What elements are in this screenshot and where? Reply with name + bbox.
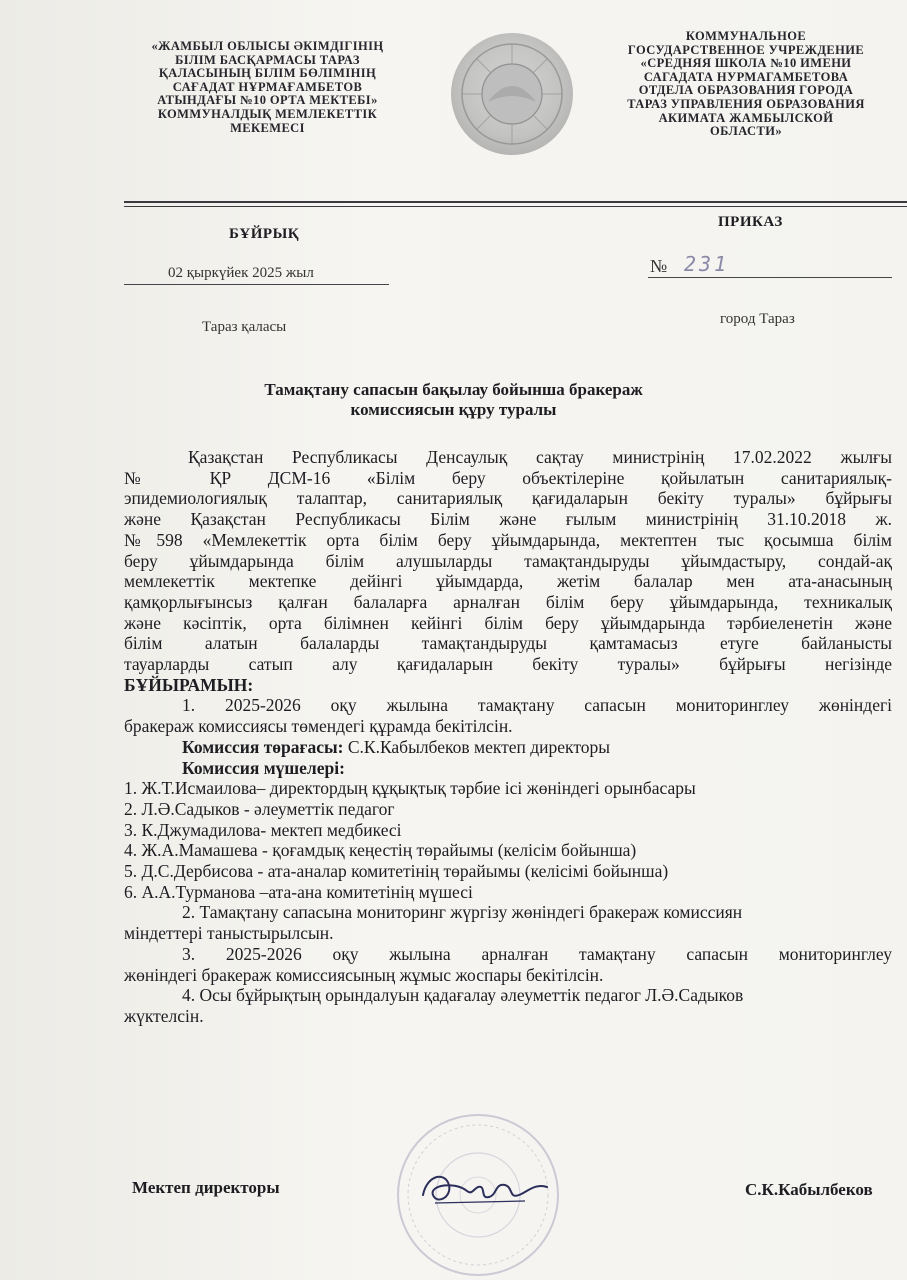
number-underline: [648, 277, 892, 278]
item-2-line: міндеттері таныстырылсын.: [124, 923, 334, 944]
item-3-line: 3. 2025-2026 оқу жылына арналған тамақтану сапасын мониторинглеу: [182, 943, 892, 964]
item-4-line: жүктелсін.: [124, 1005, 204, 1026]
header-kz-line: ҚАЛАСЫНЫҢ БІЛІМ БӨЛІМІНІҢ: [158, 66, 377, 81]
item-1-line: 1. 2025-2026 оқу жылына тамақтану сапасын мониторинглеу жөніндегі: [182, 695, 892, 716]
chair-value: С.К.Кабылбеков мектеп директоры: [343, 736, 611, 757]
title-line: комиссиясын құру туралы: [350, 400, 557, 419]
preamble-line: №598 «Мемлекеттік орта білім беру ұйымдарында, мектептен тыс қосымша білім: [124, 529, 892, 550]
preamble-line: және кәсіптік, орта білімнен кейінгі білім беру ұйымдарында тәрбиеленетін және: [124, 612, 892, 633]
item-3-line: жөніндегі бракераж комиссиясының жұмыс жоспары бекітілсін.: [124, 964, 604, 985]
chair-label: Комиссия төрағасы:: [182, 736, 344, 757]
member-item: 3. К.Джумадилова- мектеп медбикесі: [124, 819, 402, 840]
header-divider-thin: [124, 206, 907, 207]
order-kind-kz: БҰЙРЫҚ: [229, 226, 300, 242]
preamble-line: білім алатын балаларды тамақтандыруды қамтамасыз етуге байланысты: [124, 633, 892, 654]
header-ru-line: АКИМАТА ЖАМБЫЛСКОЙ: [658, 110, 834, 125]
header-kz-line: МЕКЕМЕСІ: [230, 120, 305, 135]
commission-chair: [124, 737, 892, 758]
header-kz-line: КОММУНАЛДЫҚ МЕМЛЕКЕТТІК: [157, 106, 378, 121]
order-date: 02 қыркүйек 2025 жыл: [168, 265, 314, 281]
order-number-prefix: №: [650, 256, 668, 276]
header-ru-line: САГАДАТА НУРМАГАМБЕТОВА: [643, 69, 849, 84]
document-title: [0, 380, 907, 420]
header-ru-line: ТАРАЗ УПРАВЛЕНИЯ ОБРАЗОВАНИЯ: [627, 96, 865, 111]
preamble-line: және Қазақстан Республикасы Білім және ғылым министрінің 31.10.2018 ж.: [124, 509, 892, 530]
state-emblem-icon: [448, 30, 576, 158]
member-item: 6. А.А.Турманова –ата-ана комитетінің мүшесі: [124, 881, 473, 902]
city-kz: Тараз қаласы: [202, 319, 287, 335]
header-ru-line: ОБЛАСТИ»: [710, 124, 782, 139]
member-item: 2. Л.Ә.Садыков - әлеуметтік педагог: [124, 798, 395, 819]
header-kz-line: АТЫНДАҒЫ №10 ОРТА МЕКТЕБІ»: [157, 93, 378, 108]
city-ru: город Тараз: [720, 311, 795, 327]
document-body: [124, 447, 892, 1027]
signature-name: С.К.Кабылбеков: [745, 1180, 873, 1199]
header-kz-line: БІЛІМ БАСҚАРМАСЫ ТАРАЗ: [175, 52, 360, 67]
preamble-line: Қазақстан Республикасы Денсаулық сақтау министрінің 17.02.2022 жылғы: [188, 447, 892, 467]
preamble-line: қамқорлығынсыз қалған балаларға арналған білім беру ұйымдарында, техникалық: [124, 591, 892, 612]
header-ru-line: ГОСУДАРСТВЕННОЕ УЧРЕЖДЕНИЕ: [627, 42, 865, 57]
preamble-line: № ҚР ДСМ-16 «Білім беру объектілеріне қойылатын санитариялық-: [124, 467, 892, 488]
header-kz-line: САҒАДАТ НҰРМАҒАМБЕТОВ: [172, 79, 363, 94]
member-item: 1. Ж.Т.Исмаилова– директордың құқықтық тәрбие ісі жөніндегі орынбасары: [124, 778, 696, 799]
preamble-line: мемлекеттік мектепке дейінгі ұйымдарда, жетім балалар мен ата-анасының: [124, 571, 892, 592]
order-kind-ru: ПРИКАЗ: [718, 214, 783, 230]
item-1-line: бракераж комиссиясы төмендегі құрамда бекітілсін.: [124, 716, 513, 737]
director-signature-icon: [415, 1165, 555, 1215]
order-word: БҰЙЫРАМЫН:: [124, 674, 254, 695]
header-divider: [124, 201, 907, 203]
members-label: Комиссия мүшелері:: [182, 757, 345, 778]
member-item: 4. Ж.А.Мамашева - қоғамдық кеңестің төрайымы (келісім бойынша): [124, 840, 637, 861]
header-ru-line: «СРЕДНЯЯ ШКОЛА №10 ИМЕНИ: [640, 56, 852, 71]
signature-position: Мектеп директоры: [132, 1178, 280, 1197]
header-ru: [612, 30, 880, 139]
order-number: 231: [684, 252, 730, 276]
preamble-line: беру ұйымдарында білім алушыларды тамақтандыруды ұйымдастыру, сондай-ақ: [124, 550, 892, 571]
preamble-line: тауарларды сатып алу қағидаларын бекіту туралы» бұйрығы негізінде: [124, 654, 892, 675]
date-underline: [124, 284, 389, 285]
header-kz-line: «ЖАМБЫЛ ОБЛЫСЫ ӘКІМДІГІНІҢ: [151, 39, 384, 53]
item-2-line: 2. Тамақтану сапасына мониторинг жүргізу жөніндегі бракераж комиссиян: [182, 902, 743, 923]
preamble-line: эпидемиологиялық талаптар, санитариялық қағидаларын бекіту туралы» бұйрығы: [124, 488, 892, 509]
header-ru-line: КОММУНАЛЬНОЕ: [685, 29, 807, 43]
header-ru-line: ОТДЕЛА ОБРАЗОВАНИЯ ГОРОДА: [638, 83, 854, 98]
title-line: Тамақтану сапасын бақылау бойынша бракераж: [264, 380, 643, 399]
item-4-line: 4. Осы бұйрықтың орындалуын қадағалау әлеуметтік педагог Л.Ә.Садыков: [182, 985, 744, 1006]
member-item: 5. Д.С.Дербисова - ата-аналар комитетінің төрайымы (келісімі бойынша): [124, 861, 669, 882]
header-kz: [140, 40, 395, 135]
